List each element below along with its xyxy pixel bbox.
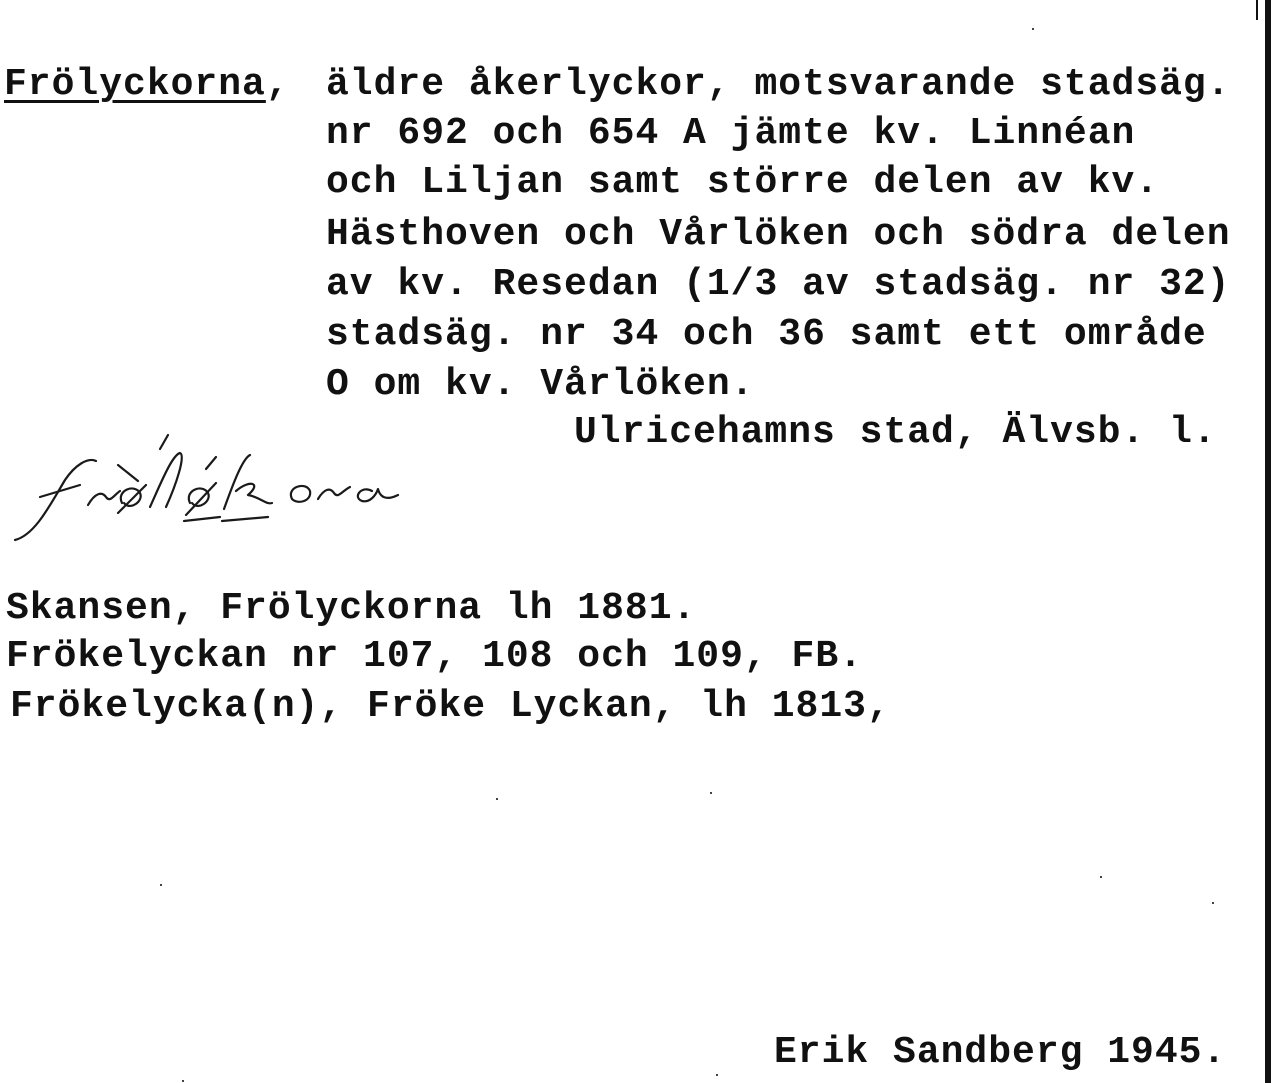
scan-speck	[496, 798, 498, 800]
definition-line-5: av kv. Resedan (1/3 av stadsäg. nr 32)	[326, 263, 1231, 306]
definition-line-2: nr 692 och 654 A jämte kv. Linnéan	[326, 112, 1136, 155]
definition-line-6: stadsäg. nr 34 och 36 samt ett område	[326, 313, 1207, 356]
scan-speck	[710, 792, 712, 794]
card-right-edge	[1265, 0, 1271, 1083]
scan-speck	[1100, 876, 1102, 878]
handwritten-pronunciation	[10, 425, 510, 555]
headword-separator: ,	[265, 63, 290, 106]
entry-headline	[4, 63, 290, 106]
scan-speck	[1212, 902, 1214, 904]
definition-line-4: Hästhoven och Vårlöken och södra delen	[326, 213, 1231, 256]
scan-speck	[160, 884, 162, 886]
definition-line-3: och Liljan samt större delen av kv.	[326, 161, 1160, 204]
source-line-2: Frökelyckan nr 107, 108 och 109, FB.	[6, 635, 863, 678]
headword: Frölyckorna	[4, 63, 266, 106]
author-signature: Erik Sandberg 1945.	[774, 1031, 1227, 1074]
source-line-3: Frökelycka(n), Fröke Lyckan, lh 1813,	[10, 685, 891, 728]
source-line-1: Skansen, Frölyckorna lh 1881.	[6, 587, 697, 630]
location-line: Ulricehamns stad, Älvsb. l.	[574, 411, 1217, 454]
scan-speck	[182, 1080, 184, 1082]
definition-line-7: O om kv. Vårlöken.	[326, 363, 755, 406]
scan-speck	[716, 1074, 718, 1076]
card-edge-mark	[1256, 0, 1258, 20]
definition-line-1: äldre åkerlyckor, motsvarande stadsäg.	[326, 63, 1231, 106]
scan-speck	[1032, 28, 1034, 30]
